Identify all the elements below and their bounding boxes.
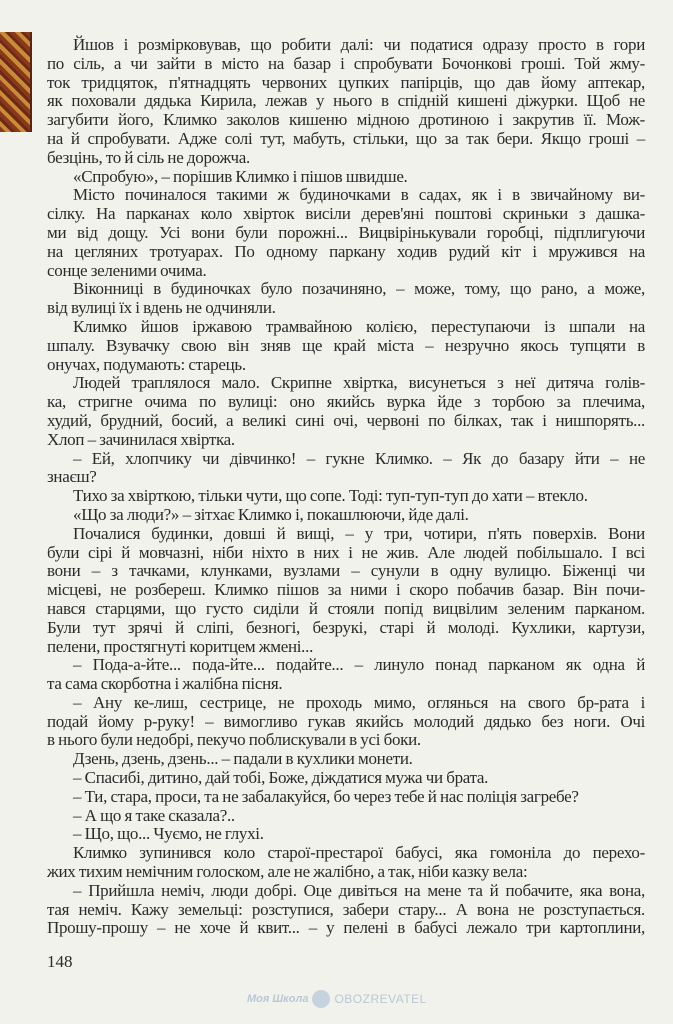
text-line: вони – з тачками, клунками, вузлами – сунули в одну вулицю. Біженці чи — [47, 561, 645, 581]
text-line: загубити його, Климко заколов кишеню мідною дротиною і закрутив її. Мож- — [47, 110, 645, 130]
paragraph — [47, 750, 645, 769]
paragraph — [47, 769, 645, 788]
paragraph — [47, 374, 645, 449]
text-line: – А що я таке сказала?.. — [73, 805, 235, 825]
text-line: – Що, що... Чуємо, не глухі. — [73, 824, 264, 844]
paragraph — [47, 694, 645, 750]
text-line: були сірі й мовчазні, ніби ніхто в них і не жив. Але людей побільшало. І всі — [47, 542, 645, 562]
paragraph — [47, 36, 645, 168]
text-line: – Пода-а-йте... пода-йте... подайте... – линуло понад парканом як одна й — [73, 655, 645, 675]
publisher-logo-icon — [312, 990, 330, 1008]
text-line: Почалися будинки, довші й вищі, – у три, чотири, п'ять поверхів. Вони — [73, 523, 645, 543]
text-line: «Спробую», – порішив Климко і пішов швидше. — [73, 166, 408, 186]
page-content — [47, 36, 645, 1008]
text-line: ток тридцяток, п'ятнадцять червоних цупких папірців, що дав йому аптекар, — [47, 72, 645, 92]
text-line: безцінь, то й сіль не дорожча. — [47, 147, 250, 167]
text-line: Климко йшов іржавою трамвайною колією, переступаючи із шпали на — [73, 316, 645, 336]
decorative-ornament — [0, 32, 32, 132]
paragraph — [47, 487, 645, 506]
text-line: нався старцями, що густо сиділи й стояли попід вицвілим зеленим парканом. — [47, 598, 645, 618]
text-line: Дзень, дзень, дзень... – падали в кухлики монети. — [73, 749, 413, 769]
text-line: знаєш? — [47, 467, 97, 487]
body-text — [47, 36, 645, 938]
paragraph — [47, 882, 645, 938]
paragraph — [47, 168, 645, 187]
text-line: – Ей, хлопчику чи дівчинко! – гукне Климко. – Як до базару йти – не — [73, 448, 645, 468]
text-line: Тихо за хвірткою, тільки чути, що сопе. Тоді: туп-туп-туп до хати – втекло. — [73, 486, 588, 506]
text-line: – Ти, стара, проси, та не забалакуйся, бо через тебе й нас поліція загребе? — [73, 786, 579, 806]
text-line: худий, брудний, босий, а великі сині очі, червоні по білках, так і нишпорять... — [47, 410, 645, 430]
text-line: Людей траплялося мало. Скрипне хвіртка, висунеться з неї дитяча голів- — [73, 373, 645, 393]
text-line: та сама скорботна і жалібна пісня. — [47, 674, 283, 694]
text-line: – Спасибі, дитино, дай тобі, Боже, діждатися мужа чи брата. — [73, 768, 489, 788]
text-line: Хлоп – зачинилася хвіртка. — [47, 429, 235, 449]
text-line: тая неміч. Кажу земельці: розступися, забери стару... А вона не розступається. — [47, 899, 645, 919]
watermark-school-text: Моя Школа — [247, 993, 309, 1006]
text-line: – Прийшла неміч, люди добрі. Оце дивіться на мене та й побачите, яка вона, — [73, 880, 645, 900]
text-line: Були тут зрячі й сліпі, безногі, безрукі, старі й молоді. Кухлики, картузи, — [47, 617, 645, 637]
watermark-logo — [247, 990, 645, 1008]
text-line: Йшов і розмірковував, що робити далі: чи податися одразу просто в гори — [73, 35, 645, 54]
text-line: – Ану ке-лиш, сестрице, не проходь мимо, оглянься на свого бр-рата і — [73, 692, 645, 712]
text-line: сонце зеленими очима. — [47, 260, 207, 280]
text-line: онучах, подумають: старець. — [47, 354, 246, 374]
text-line: від вулиці їх і вдень не одчиняли. — [47, 298, 276, 318]
text-line: шпалу. Взувачку свою він зняв ще край міста – незручно якось тупцяти в — [47, 335, 645, 355]
text-line: як поховали дядька Кирила, лежав у нього в спідній кишені діжурки. Щоб не — [47, 91, 645, 111]
text-line: ми від дощу. Усі вони були порожні... Вицвірінькували горобці, підплигуючи — [47, 222, 645, 242]
paragraph — [47, 525, 645, 657]
paragraph — [47, 807, 645, 826]
text-line: сілку. На парканах коло хвірток висіли дерев'яні поштові скриньки з дашка- — [47, 204, 645, 224]
paragraph — [47, 656, 645, 694]
text-line: подай йому р-руку! – вимогливо гукав якийсь молодий дядько без ноги. Очі — [47, 711, 645, 731]
text-line: місцеві, не розбереш. Климко пішов за ними і скоро побачив базар. Він почи- — [47, 580, 645, 600]
paragraph — [47, 506, 645, 525]
text-line: Місто починалося такими ж будиночками в садах, як і в звичайному ви- — [73, 185, 645, 205]
text-line: Віконниці в будиночках було позачиняно, – може, тому, що рано, а може, — [73, 279, 645, 299]
paragraph — [47, 825, 645, 844]
watermark-publisher-text: OBOZREVATEL — [334, 992, 427, 1007]
text-line: Климко зупинився коло старої-престарої бабусі, яка гомоніла до перехо- — [73, 843, 645, 863]
paragraph — [47, 186, 645, 280]
paragraph — [47, 280, 645, 318]
paragraph — [47, 788, 645, 807]
text-line: ка, стригне очима по вулиці: оно якийсь вурка йде з торбою за плечима, — [47, 392, 645, 412]
text-line: Прошу-прошу – не хоче й квит... – у пелені в бабусі лежало три картоплини, — [47, 918, 645, 938]
page-number: 148 — [47, 952, 73, 972]
text-line: «Що за люди?» – зітхає Климко і, покашлюючи, йде далі. — [73, 504, 469, 524]
paragraph — [47, 318, 645, 374]
text-line: по сіль, а чи зайти в місто на базар і спробувати Бочонкові гроші. Той жму- — [47, 53, 645, 73]
text-line: на й спробувати. Адже солі тут, мабуть, стільки, що за так бери. Якщо гроші – — [47, 128, 645, 148]
text-line: в нього були недобрі, пекучо поблискували в усі боки. — [47, 730, 421, 750]
paragraph — [47, 450, 645, 488]
text-line: жих тихим немічним голоском, але не жалібно, а так, ніби казку вела: — [47, 862, 528, 882]
text-line: пелени, простягнуті коритцем жмені... — [47, 636, 314, 656]
paragraph — [47, 844, 645, 882]
text-line: на цегляних тротуарах. По одному паркану ходив рудий кіт і мружився на — [47, 241, 645, 261]
